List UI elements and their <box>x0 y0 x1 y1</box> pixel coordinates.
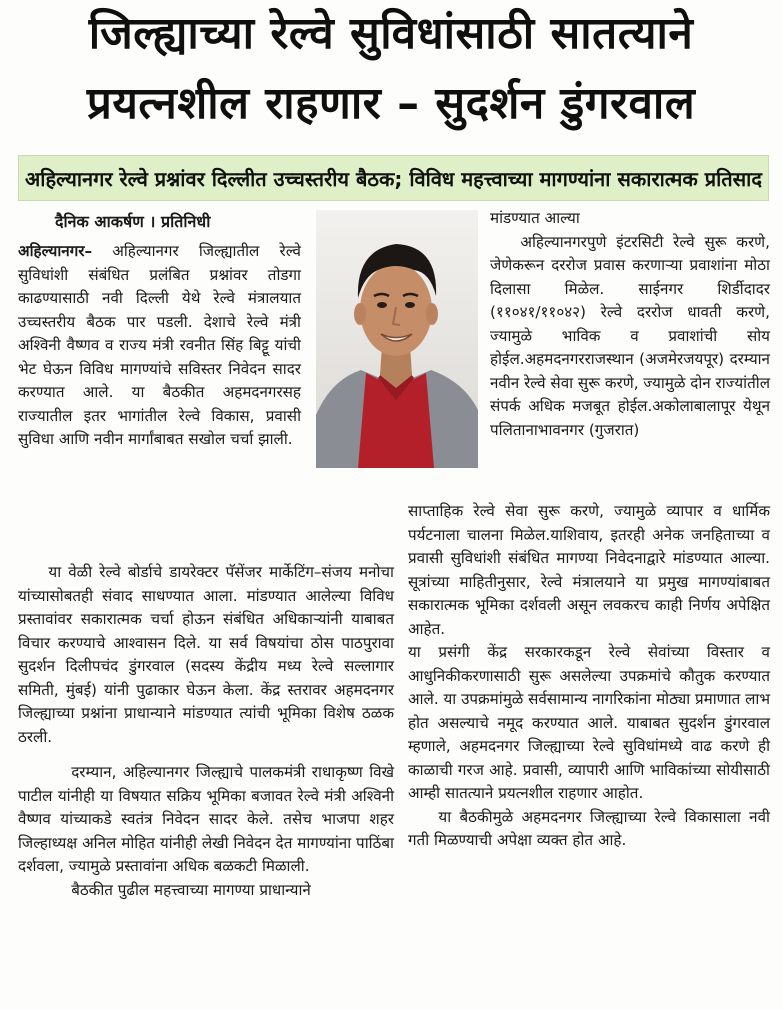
article-column-left-upper <box>18 240 301 452</box>
headline-line-1: जिल्ह्याच्या रेल्वे सुविधांसाठी सातत्याने <box>88 8 694 59</box>
paragraph-4: बैठकीत पुढील महत्त्वाच्या मागण्या प्राधान्याने <box>71 880 311 899</box>
paragraph-2: या वेळी रेल्वे बोर्डाचे डायरेक्टर पॅसेंजर मार्केटिंग–संजय मनोचा यांच्यासोबतही संवाद साधण्यात आला. मांडण्यात आलेल्या विविध प्रस्तावांवर सकारात्मक चर्चा होऊन संबंधित अधिकाऱ्यांनी याबाबत विचार करण्याचे आश्वासन दिले. या सर्व विषयांचा ठोस पाठपुरावा सुदर्शन दिलीपचंद डुंगरवाल (सदस्य केंद्रीय मध्य रेल्वे सल्लागार समिती, मुंबई) यांनी पुढाकार घेऊन केला. केंद्र स्तरावर अहमदनगर जिल्ह्याच्या प्रश्नांना प्राधान्याने मांडण्यात त्यांची भूमिका विशेष ठळक ठरली. <box>18 563 394 746</box>
paragraph-demands-continued: साप्ताहिक रेल्वे सेवा सुरू करणे, ज्यामुळे व्यापार व धार्मिक पर्यटनाला चालना मिळेल.याशिवाय, इतरही अनेक जनहिताच्या व प्रवासी सुविधांशी संबंधित मागण्या निवेदनाद्वारे मांडण्यात आल्या. सूत्रांच्या माहितीनुसार, रेल्वे मंत्रालयाने या प्रमुख मागण्यांबाबत सकारात्मक भूमिका दर्शवली असून लवकरच काही निर्णय अपेक्षित आहेत. <box>408 502 770 638</box>
subheadline: अहिल्यानगर रेल्वे प्रश्नांवर दिल्लीत उच्चस्तरीय बैठक; विविध महत्त्वाच्या मागण्यांना सकारात्मक प्रतिसाद <box>25 166 762 191</box>
paragraph-continued: मांडण्यात आल्या <box>490 209 580 227</box>
paragraph-intro: अहिल्यानगर जिल्ह्यातील रेल्वे सुविधांशी संबंधित प्रलंबित प्रश्नांवर तोडगा काढण्यासाठी नवी दिल्ली येथे रेल्वे मंत्रालयात उच्चस्तरीय बैठक पार पडली. देशाचे रेल्वे मंत्री अश्विनी वैष्णव व राज्य मंत्री रवनीत सिंह बिट्टू यांची भेट घेऊन विविध मागण्यांचे सविस्तर निवेदन सादर करण्यात आले. या बैठकीत अहमदनगरसह राज्यातील इतर भागांतील रेल्वे विकास, प्रवासी सुविधा आणि नवीन मार्गांबाबत सखोल चर्चा झाली. <box>18 242 301 448</box>
person-photo-icon <box>316 210 478 468</box>
article-column-left-lower <box>18 561 394 902</box>
paragraph-demands: अहिल्यानगरपुणे इंटरसिटी रेल्वे सुरू करणे, जेणेकरून दररोज प्रवास करणाऱ्या प्रवाशांना मोठा दिलासा मिळेल. साईनगर शिर्डीदादर (११०४१/११०४२) रेल्वे दररोज धावती करणे, ज्यामुळे भाविक व प्रवाशांची सोय होईल.अहमदनगरराजस्थान (अजमेरजयपूर) दरम्यान नवीन रेल्वे सेवा सुरू करणे, ज्यामुळे दोन राज्यांतील संपर्क अधिक मजबूत होईल.अकोलाबालापूर येथून पलितानाभावनगर (गुजरात) <box>490 232 770 439</box>
dateline: अहिल्यानगर– <box>18 242 93 260</box>
paragraph-conclusion: या बैठकीमुळे अहमदनगर जिल्ह्याच्या रेल्वे विकासाला नवी गती मिळण्याची अपेक्षा व्यक्त होत आहे. <box>408 807 770 849</box>
headline-line-2: प्रयत्नशील राहणार – सुदर्शन डुंगरवाल <box>86 78 696 129</box>
paragraph-3: दरम्यान, अहिल्यानगर जिल्ह्याचे पालकमंत्री राधाकृष्ण विखे पाटील यांनीही या विषयात सक्रिय भूमिका बजावत रेल्वे मंत्री अश्विनी वैष्णव यांच्याकडे स्वतंत्र निवेदन सादर केले. तसेच भाजपा शहर जिल्हाध्यक्ष अनिल मोहित यांनीही लेखी निवेदन देत मागण्यांना पाठिंबा दर्शवला, ज्यामुळे प्रस्तावांना अधिक बळकटी मिळाली. <box>18 763 394 875</box>
byline: दैनिक आकर्षण । प्रतिनिधी <box>55 212 211 231</box>
paragraph-appreciation: या प्रसंगी केंद्र सरकारकडून रेल्वे सेवांच्या विस्तार व आधुनिकीकरणासाठी सुरू असलेल्या उपक्रमांचे कौतुक करण्यात आले. या उपक्रमांमुळे सर्वसामान्य नागरिकांना मोठ्या प्रमाणात लाभ होत असल्याचे नमूद करण्यात आले. याबाबत सुदर्शन डुंगरवाल म्हणाले, अहमदनगर जिल्ह्याच्या रेल्वे सुविधांमध्ये वाढ करणे ही काळाची गरज आहे. प्रवासी, व्यापारी आणि भाविकांच्या सोयीसाठी आम्ही सातत्याने प्रयत्नशील राहणार आहोत. <box>408 643 770 802</box>
paragraph-spacer <box>18 749 394 761</box>
article-column-right-upper <box>490 207 770 442</box>
article-column-right-lower <box>408 500 770 853</box>
subheadline-banner <box>18 155 769 201</box>
portrait-illustration <box>316 210 478 468</box>
